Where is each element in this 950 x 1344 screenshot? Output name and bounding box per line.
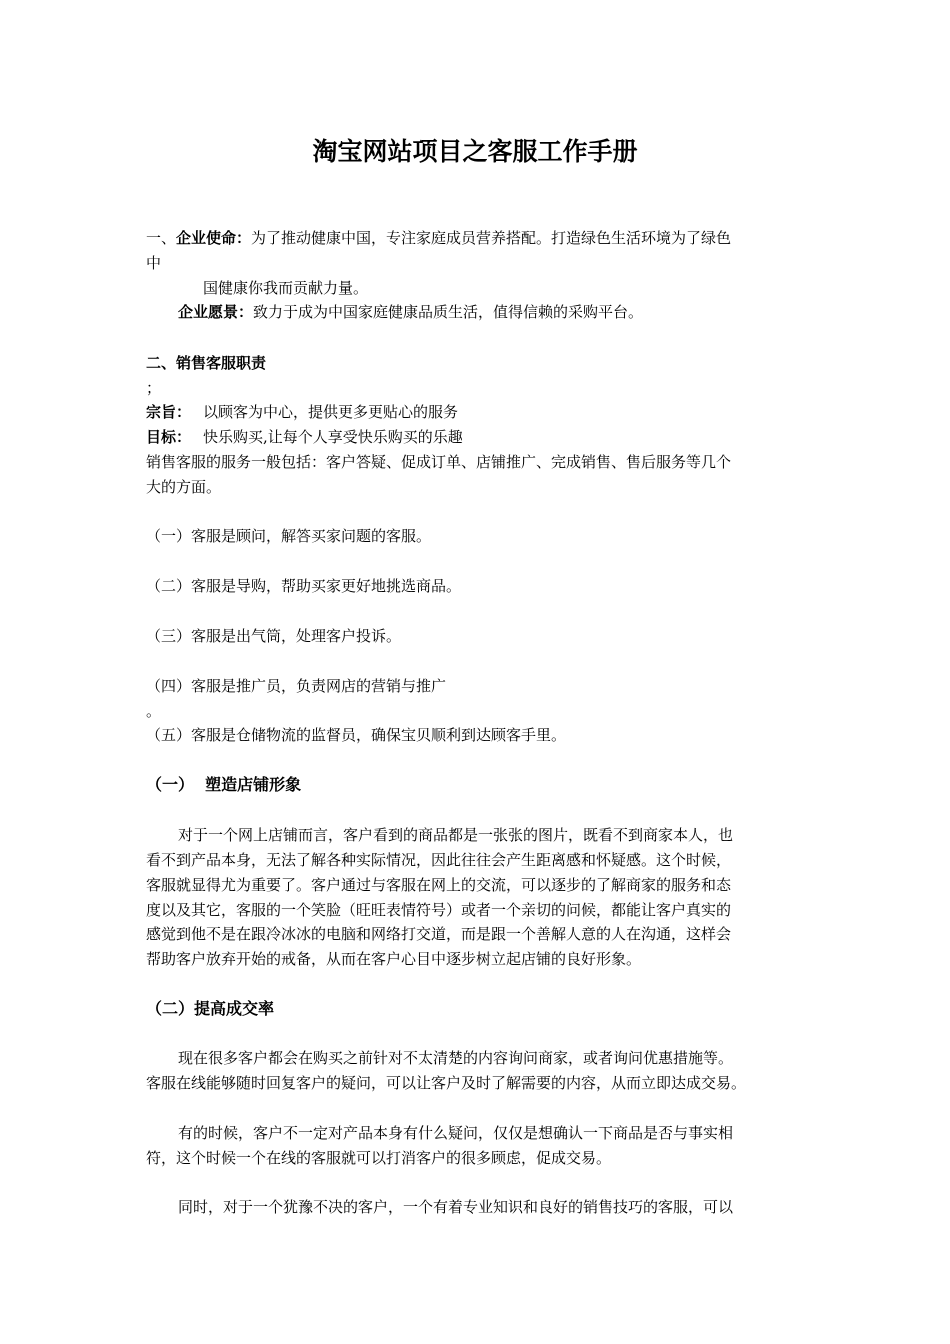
role4-trailing-mark: 。 [146,702,162,720]
summary-line-1: 销售客服的服务一般包括：客户答疑、促成订单、店铺推广、完成销售、售后服务等几个 [146,453,732,471]
purpose-label: 宗旨： [146,403,192,421]
paragraph-line: 对于一个网上店铺而言，客户看到的商品都是一张张的图片，既看不到商家本人，也 [178,826,734,844]
page-title: 淘宝网站项目之客服工作手册 [312,137,638,166]
vision-text: 致力于成为中国家庭健康品质生活，值得信赖的采购平台。 [253,303,644,321]
goal-text: 快乐购买,让每个人享受快乐购买的乐趣 [203,428,463,446]
role-item: （一）客服是顾问，解答买家问题的客服。 [146,527,432,545]
paragraph-line: 符，这个时候一个在线的客服就可以打消客户的很多顾虑，促成交易。 [146,1149,612,1167]
goal-line [146,426,463,448]
paragraph-line: 有的时候，客户不一定对产品本身有什么疑问，仅仅是想确认一下商品是否与事实相 [178,1124,734,1142]
mission-wrap: 中 [146,254,162,272]
stray-mark: ； [146,379,162,397]
purpose-line [146,401,458,423]
vision-line [178,301,643,323]
mission-text: 为了推动健康中国，专注家庭成员营养搭配。打造绿色生活环境为了绿色 [251,229,732,247]
sub2-heading: （二）提高成交率 [146,999,275,1018]
paragraph-line: 度以及其它，客服的一个笑脸（旺旺表情符号）或者一个亲切的问候，都能让客户真实的 [146,901,732,919]
role-item: （五）客服是仓储物流的监督员，确保宝贝顺利到达顾客手里。 [146,726,567,744]
role-item: （四）客服是推广员，负责网店的营销与推广 [146,677,447,695]
section1-prefix: 一、 [146,229,177,247]
mission-line [146,227,731,249]
summary-line-2: 大的方面。 [146,478,222,496]
sub1-heading: （一） 塑造店铺形象 [146,775,302,794]
paragraph-line: 同时，对于一个犹豫不决的客户，一个有着专业知识和良好的销售技巧的客服，可以 [178,1198,734,1216]
paragraph-line: 客服在线能够随时回复客户的疑问，可以让客户及时了解需要的内容，从而立即达成交易。 [146,1074,747,1092]
paragraph-line: 现在很多客户都会在购买之前针对不太清楚的内容询问商家，或者询问优惠措施等。 [178,1049,734,1067]
section2-heading: 二、销售客服职责 [146,354,267,372]
paragraph-line: 感觉到他不是在跟冷冰冰的电脑和网络打交道，而是跟一个善解人意的人在沟通，这样会 [146,925,732,943]
role-item: （三）客服是出气筒，处理客户投诉。 [146,627,402,645]
vision-label: 企业愿景： [178,303,254,321]
paragraph-line: 看不到产品本身，无法了解各种实际情况，因此往往会产生距离感和怀疑感。这个时候， [146,851,732,869]
purpose-text: 以顾客为中心，提供更多更贴心的服务 [203,403,459,421]
paragraph-line: 帮助客户放弃开始的戒备，从而在客户心目中逐步树立起店铺的良好形象。 [146,950,642,968]
role-item: （二）客服是导购，帮助买家更好地挑选商品。 [146,577,462,595]
paragraph-line: 客服就显得尤为重要了。客户通过与客服在网上的交流，可以逐步的了解商家的服务和态 [146,876,732,894]
mission-label: 企业使命： [176,229,252,247]
mission-continuation: 国健康你我而贡献力量。 [203,279,369,297]
goal-label: 目标： [146,428,192,446]
